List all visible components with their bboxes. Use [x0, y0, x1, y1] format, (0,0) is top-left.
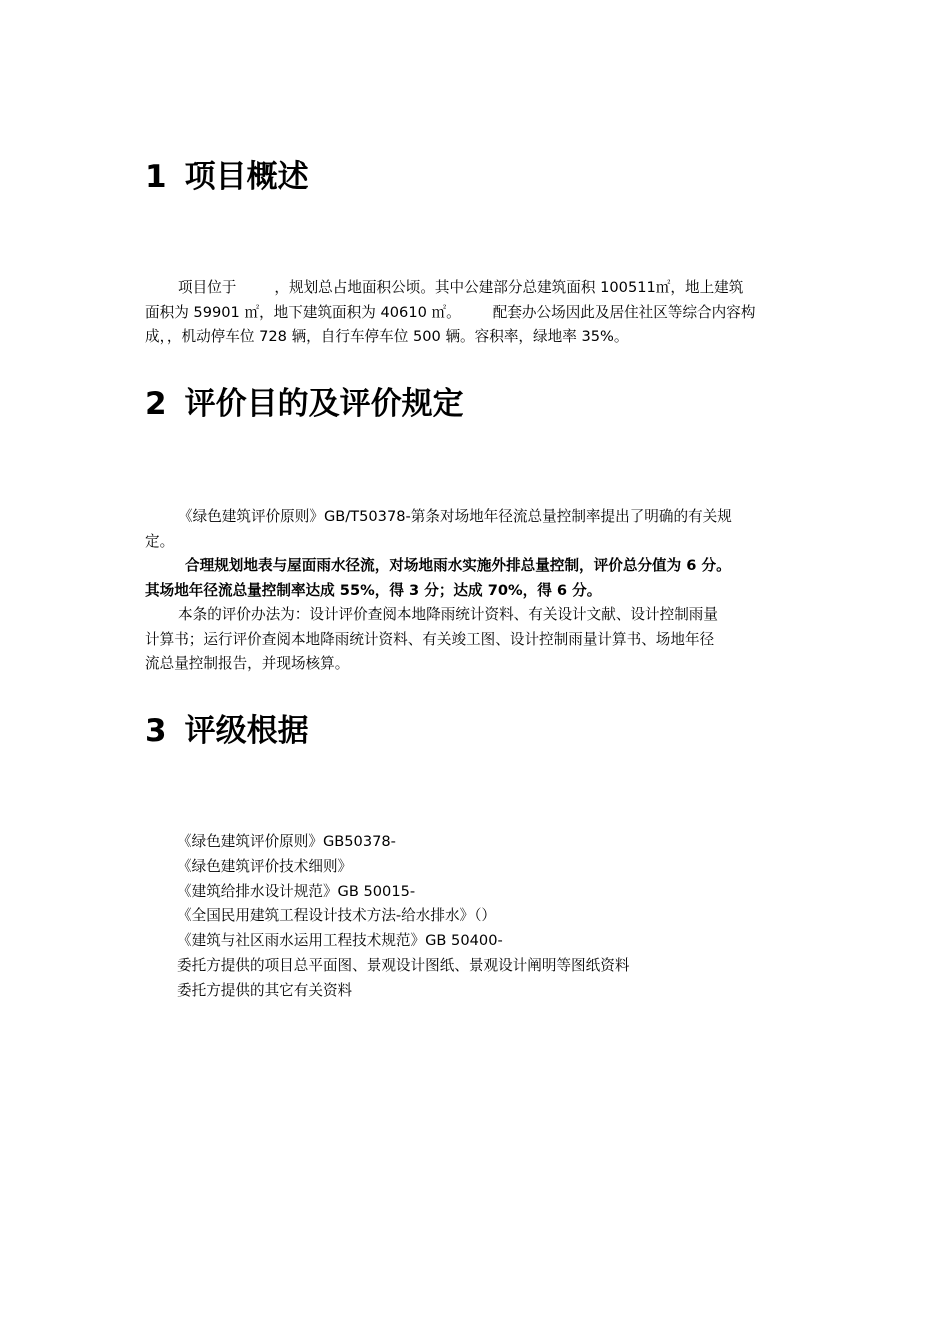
overview-line-1 [145, 276, 808, 301]
overview-paragraph [145, 276, 808, 350]
section-number: 3 [145, 713, 167, 749]
list-item: 《绿色建筑评价技术细则》 [177, 857, 353, 875]
overview-text: 项目位于 [178, 279, 237, 296]
section-1-heading [145, 157, 309, 197]
purpose-line: 流总量控制报告，并现场核算。 [145, 655, 350, 672]
list-item: 《全国民用建筑工程设计技术方法-给水排水》（） [177, 907, 497, 925]
purpose-bold-paragraph [145, 554, 808, 603]
basis-list [177, 830, 629, 1004]
list-item: 《建筑给排水设计规范》GB 50015- [177, 882, 416, 900]
purpose-bold-line: 其场地年径流总量控制率达成 55%，得 3 分；达成 70%，得 6 分。 [145, 581, 602, 599]
overview-line-3: 成，，机动停车位 728 辆，自行车停车位 500 辆。容积率，绿地率 35%。 [145, 328, 629, 345]
purpose-line: 《绿色建筑评价原则》GB/T50378-第条对场地年径流总量控制率提出了明确的有关规 [178, 508, 732, 525]
list-item: 委托方提供的项目总平面图、景观设计图纸、景观设计阐明等图纸资料 [177, 956, 630, 974]
purpose-bold-line: 合理规划地表与屋面雨水径流，对场地雨水实施外排总量控制，评价总分值为 6 分。 [185, 557, 731, 574]
list-item: 《绿色建筑评价原则》GB50378- [177, 833, 396, 850]
section-title: 评价目的及评价规定 [184, 386, 464, 422]
section-2-heading [145, 384, 464, 424]
purpose-line: 本条的评价办法为：设计评价查阅本地降雨统计资料、有关设计文献、设计控制雨量 [178, 606, 718, 623]
overview-text: 面积为 59901 ㎡，地下建筑面积为 40610 ㎡。 [145, 303, 461, 321]
overview-text: 配套办公场因此及居住社区等综合内容构 [492, 303, 756, 321]
section-number: 1 [145, 159, 167, 195]
section-number: 2 [145, 386, 167, 422]
list-item: 《建筑与社区雨水运用工程技术规范》GB 50400- [177, 932, 503, 950]
purpose-line: 定。 [145, 532, 175, 550]
overview-text: ，规划总占地面积公顷。其中公建部分总建筑面积 100511㎡，地上建筑 [274, 279, 744, 296]
section-title: 项目概述 [184, 159, 309, 195]
section-3-heading [145, 711, 309, 751]
purpose-line: 计算书；运行评价查阅本地降雨统计资料、有关竣工图、设计控制雨量计算书、场地年径 [145, 630, 715, 648]
purpose-paragraph-3 [145, 603, 808, 677]
overview-line-2 [145, 301, 808, 326]
purpose-paragraph-1 [145, 505, 808, 554]
list-item: 委托方提供的其它有关资料 [177, 981, 353, 999]
section-title: 评级根据 [184, 713, 309, 749]
